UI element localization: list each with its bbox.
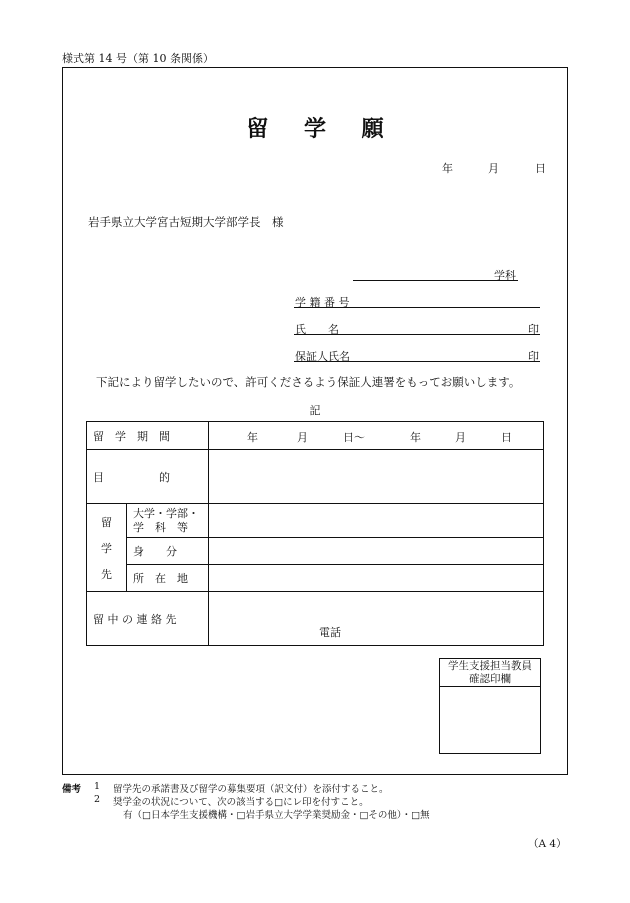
department-label: 学科 [494,269,516,282]
period-month-1: 月 [297,431,308,444]
phone-label: 電話 [319,626,341,639]
dest-address-value-cell [209,565,544,592]
note-1: 留学先の承諾書及び留学の募集要項（訳文付）を添付すること。 [113,784,389,795]
date-year-label: 年 [442,162,453,175]
note-2: 奨学金の状況について、次の該当する□にレ印を付すこと。 [113,797,369,808]
note-2-detail: 有（□日本学生支援機構・□岩手県立大学学業奨励金・□その他）・□無 [123,810,430,821]
name-seal: 印 [528,323,539,336]
date-day-label: 日 [535,162,546,175]
form-title: 留 学 願 [246,116,398,142]
period-value-cell [209,422,544,450]
period-year-2: 年 [410,431,421,444]
request-text: 下記により留学したいので、許可くださるよう保証人連署をもってお願いします。 [96,375,521,389]
purpose-value-cell [209,450,544,504]
dest-univ-value-cell [209,504,544,538]
period-day-2: 日 [501,431,512,444]
purpose-row [87,450,544,504]
date-month-label: 月 [488,162,499,175]
purpose-label: 目 的 [87,450,209,504]
paper-size: （A 4） [528,838,567,850]
dest-address-label: 所 在 地 [127,565,209,592]
destination-address-row [87,565,544,592]
teacher-stamp-line1: 学生支援担当教員 [448,660,532,672]
destination-char-2: 学 [101,541,112,555]
dest-univ-label-line2: 学 科 等 [133,520,188,534]
contact-label: 留 中 の 連 絡 先 [87,592,209,646]
period-year-1: 年 [247,431,258,444]
period-row [87,422,544,450]
guarantor-seal: 印 [528,350,539,363]
destination-label-cell [87,504,127,592]
dest-univ-label-line1: 大学・学部・ [133,506,199,520]
note-1-number: 1 [94,781,101,792]
destination-univ-row [87,504,544,538]
ki-heading: 記 [309,404,321,417]
teacher-stamp-line2: 確認印欄 [469,673,511,685]
dest-status-value-cell [209,538,544,565]
student-id-label: 学 籍 番 号 [295,296,350,309]
form-number: 様式第 14 号（第 10 条関係） [62,52,214,65]
destination-char-1: 留 [101,515,112,529]
notes-label: 備考 [62,784,82,795]
note-2-number: 2 [94,794,101,805]
study-abroad-table [86,421,544,646]
period-day-1: 日〜 [343,431,365,444]
contact-value-cell [209,592,544,646]
addressee: 岩手県立大学宮古短期大学部学長 様 [88,215,284,229]
dest-univ-label [127,504,209,538]
destination-char-3: 先 [101,567,112,581]
dest-status-label: 身 分 [127,538,209,565]
name-label: 氏 名 [295,323,339,336]
period-label: 留 学 期 間 [93,429,170,443]
destination-status-row [87,538,544,565]
period-month-2: 月 [455,431,466,444]
guarantor-label: 保証人氏名 [295,350,350,363]
contact-row [87,592,544,646]
teacher-stamp-box [439,658,541,754]
destination-label [93,514,120,582]
teacher-stamp-header [440,659,540,687]
